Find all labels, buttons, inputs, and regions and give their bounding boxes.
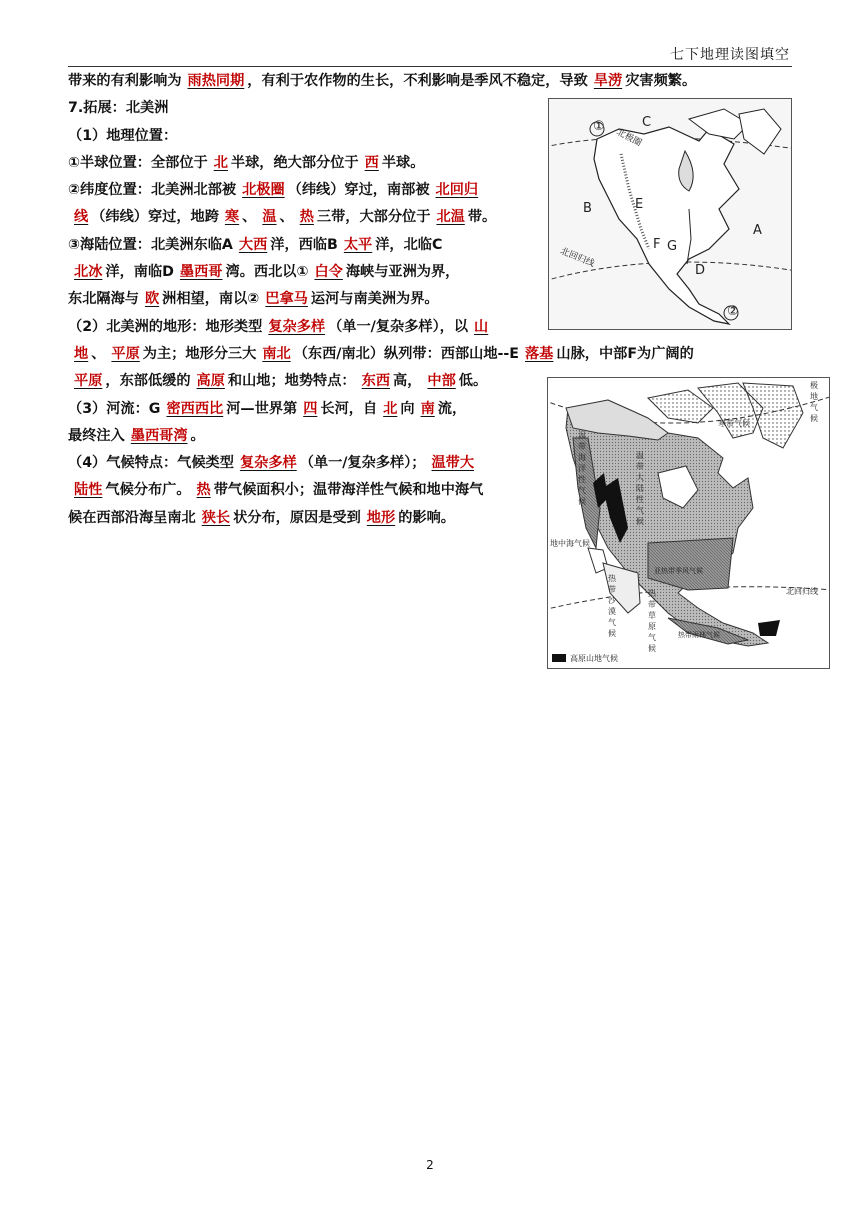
label-rainforest: 热带雨林气候 [678, 631, 720, 639]
north-america-outline-map [548, 98, 792, 330]
answer-blank: 南 [420, 400, 435, 417]
label-g: G [667, 239, 678, 254]
climate-map-svg [548, 378, 829, 668]
question-text: 河—世界第 [226, 400, 298, 417]
answer-blank: 热 [196, 482, 211, 499]
answer-blank: 西 [364, 154, 379, 171]
answer-blank: 温带大 [431, 455, 475, 472]
question-text: ③海陆位置：北美洲东临A [68, 236, 233, 253]
question-text: 的影响。 [398, 509, 455, 526]
label-d: D [695, 263, 706, 278]
question-text: （2）北美洲的地形：地形类型 [68, 318, 263, 335]
answer-blank: 巴拿马 [265, 291, 308, 308]
answer-blank: 高原 [196, 373, 225, 390]
label-desert: 热带沙漠气候 [608, 574, 616, 638]
answer-blank: 地 [74, 345, 89, 362]
question-text: 半球。 [381, 154, 425, 171]
question-text: ，东部低缓的 [105, 373, 191, 390]
question-text: （纬线）穿过，地跨 [91, 209, 219, 226]
worksheet-line [68, 341, 798, 368]
answer-blank: 太平 [343, 236, 373, 253]
arctic-circle-label: 北极圈 [614, 127, 644, 149]
question-text: 带来的有利影响为 [68, 73, 182, 89]
question-text: 东北隔海与 [68, 291, 139, 308]
label-c: C [642, 115, 652, 130]
question-text: 三带，大部分位于 [316, 209, 431, 226]
worksheet-line [68, 68, 798, 95]
answer-blank: 东西 [361, 373, 391, 390]
question-text: 、 [91, 345, 106, 362]
question-text: 最终注入 [68, 427, 125, 444]
question-text: 洋，南临D [105, 264, 174, 281]
question-text: 洋，西临B [270, 236, 338, 253]
answer-blank: 地形 [366, 509, 396, 526]
answer-blank: 墨西哥湾 [130, 427, 188, 444]
question-text: 灾害频繁。 [625, 73, 697, 89]
question-text: 山脉，中部F为广阔的 [556, 345, 694, 362]
label-continental-climate: 温带大陆性气候 [636, 451, 644, 526]
answer-blank: 旱涝 [593, 73, 623, 89]
page-number: 2 [426, 1158, 434, 1172]
question-text: 。 [190, 427, 205, 444]
question-text: 状分布，原因是受到 [233, 509, 361, 526]
mark-2: ② [727, 304, 739, 319]
question-text: （东西/南北）纵列带：西部山地--E [293, 345, 519, 362]
label-subtropical: 亚热带季风气候 [654, 567, 703, 575]
question-text: 高， [393, 373, 422, 390]
answer-blank: 复杂多样 [268, 318, 326, 335]
answer-blank: 中部 [427, 373, 456, 390]
answer-blank: 四 [303, 400, 318, 417]
answer-blank: 落基 [524, 345, 554, 362]
answer-blank: 北极圈 [242, 182, 285, 199]
mark-1: ① [593, 119, 605, 134]
question-text: （1）地理位置： [68, 127, 178, 144]
answer-blank: 欧 [144, 291, 160, 308]
legend-highland: 高原山地气候 [570, 654, 618, 663]
north-america-climate-map [547, 377, 830, 669]
answer-blank: 北 [213, 154, 228, 171]
answer-blank: 雨热同期 [187, 73, 245, 89]
question-text: ，有利于农作物的生长，不利影响是季风不稳定，导致 [247, 73, 588, 89]
answer-blank: 平原 [111, 345, 140, 362]
label-f: F [653, 237, 661, 252]
answer-blank: 热 [299, 209, 314, 226]
answer-blank: 线 [74, 209, 89, 226]
label-ocean-climate: 温带海洋性气候 [578, 431, 586, 506]
question-text: 带。 [467, 209, 497, 226]
label-b: B [583, 201, 592, 216]
answer-blank: 墨西哥 [179, 264, 223, 281]
question-text: 带气候面积小；温带海洋性气候和地中海气 [213, 482, 484, 499]
answer-blank: 北冰 [74, 264, 103, 281]
answer-blank: 复杂多样 [239, 455, 297, 472]
answer-blank: 北 [383, 400, 398, 417]
answer-blank: 陆性 [74, 482, 103, 499]
question-text: 半球，绝大部分位于 [230, 154, 359, 171]
question-text: 7.拓展：北美洲 [68, 100, 169, 117]
page-header [68, 42, 792, 67]
question-text: 候在西部沿海呈南北 [68, 509, 196, 526]
label-mediterranean: 地中海气候 [550, 539, 590, 548]
label-polar-side: 极地气候 [810, 381, 818, 423]
answer-blank: 密西西比 [166, 400, 224, 417]
question-text: 气候分布广。 [105, 482, 191, 499]
answer-blank: 南北 [262, 345, 291, 362]
question-text: 运河与南美洲为界。 [310, 291, 439, 308]
header-title: 七下地理读图填空 [670, 47, 790, 63]
question-text: 湾。西北以① [225, 264, 309, 281]
question-text: 洲相望，南以② [162, 291, 260, 308]
question-text: （单一/复杂多样）； [299, 455, 426, 472]
question-text: 为主；地形分三大 [142, 345, 257, 362]
question-text: 长河，自 [320, 400, 378, 417]
question-text: 流， [437, 400, 467, 417]
label-tropic-line: 北回归线 [786, 587, 818, 596]
answer-blank: 平原 [74, 373, 103, 390]
question-text: 低。 [458, 373, 488, 390]
answer-blank: 温 [262, 209, 277, 226]
question-text: ②纬度位置：北美洲北部被 [68, 182, 237, 199]
question-text: 向 [400, 400, 415, 417]
tropic-label: 北回归线 [558, 246, 596, 270]
answer-blank: 白令 [314, 264, 343, 281]
question-text: （单一/复杂多样），以 [328, 318, 469, 335]
answer-blank: 寒 [224, 209, 240, 226]
question-text: 和山地；地势特点： [227, 373, 356, 390]
question-text: 海峡与亚洲为界， [345, 264, 460, 281]
question-text: 、 [279, 209, 294, 226]
label-a: A [753, 223, 762, 238]
answer-blank: 狭长 [201, 509, 231, 526]
question-text: （3）河流：G [68, 400, 161, 417]
label-savanna: 热带草原气候 [648, 589, 656, 653]
answer-blank: 山 [474, 318, 489, 335]
answer-blank: 北温 [436, 209, 465, 226]
label-e: E [635, 197, 644, 212]
answer-blank: 大西 [238, 236, 268, 253]
question-text: （纬线）穿过，南部被 [287, 182, 430, 199]
question-text: ①半球位置：全部位于 [68, 154, 208, 171]
label-polar: 寒带气候 [718, 419, 750, 428]
question-text: 、 [242, 209, 257, 226]
question-text: 洋，北临C [375, 236, 443, 253]
answer-blank: 北回归 [435, 182, 479, 199]
question-text: （4）气候特点：气候类型 [68, 455, 234, 472]
